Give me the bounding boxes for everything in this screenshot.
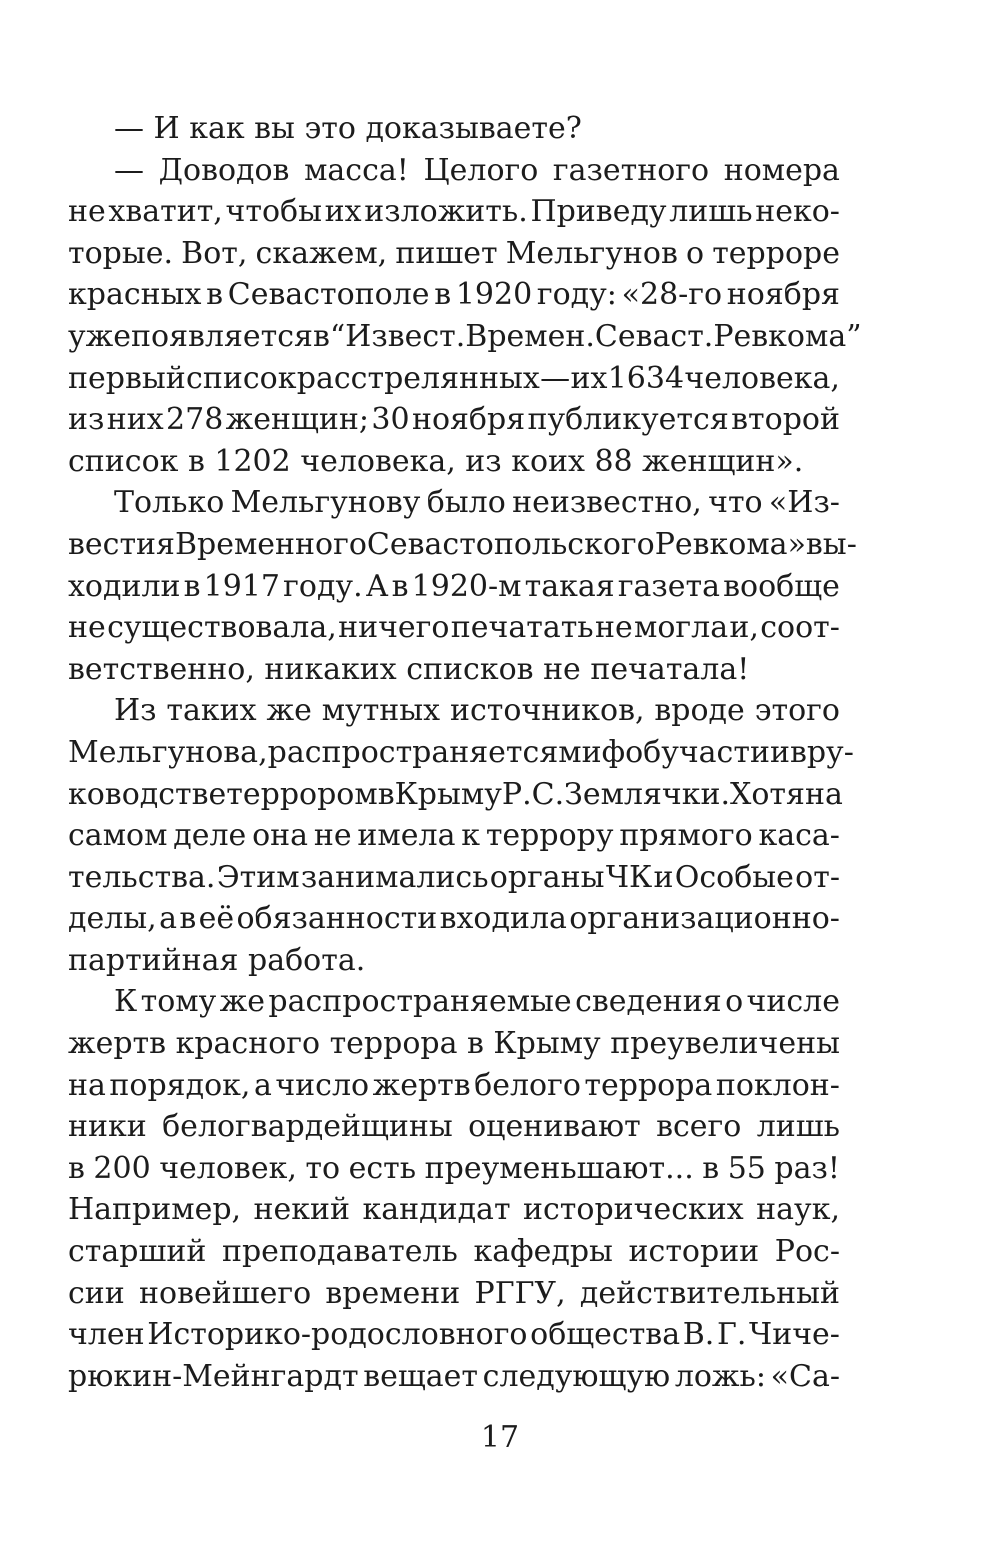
text-line: торые. Вот, скажем, пишет Мельгунов о терроре — [68, 235, 840, 271]
text-line: самом деле она не имела к террору прямого каса- — [68, 818, 840, 854]
text-line: не хватит, чтобы их изложить. Приведу лишь неко- — [68, 194, 840, 230]
text-line: жертв красного террора в Крыму преувеличены — [68, 1026, 840, 1062]
text-line: из них 278 женщин; 30 ноября публикуется второй — [68, 402, 840, 438]
text-line: рюкин-Мейнгардт вещает следующую ложь: «Са- — [68, 1358, 840, 1394]
text-line: член Историко-родословного общества В. Г. Чиче- — [68, 1317, 840, 1353]
text-line: тельства. Этим занимались органы ЧК и Особые от- — [68, 859, 840, 895]
text-line: старший преподаватель кафедры истории Рос- — [68, 1234, 840, 1270]
text-line: Например, некий кандидат исторических наук, — [68, 1192, 840, 1228]
text-line: сии новейшего времени РГГУ, действительный — [68, 1275, 840, 1311]
text-line: — И как вы это доказываете? — [114, 111, 582, 146]
text-line: — Доводов масса! Целого газетного номера — [114, 152, 840, 188]
text-line: Мельгунова, распространяется миф об участии в ру- — [68, 734, 854, 770]
text-line: на порядок, а число жертв белого террора поклон- — [68, 1067, 840, 1103]
paragraph — [68, 150, 862, 483]
text-line: Из таких же мутных источников, вроде этого — [114, 693, 840, 729]
page-number: 17 — [480, 1420, 520, 1455]
text-line: первый список расстрелянных — их 1634 человека, — [68, 360, 840, 396]
text-line: Только Мельгунову было неизвестно, что «Из- — [114, 485, 840, 521]
paragraph — [68, 981, 840, 1397]
text-line: К тому же распространяемые сведения о числе — [114, 984, 840, 1020]
paragraph — [68, 108, 840, 150]
paragraph — [68, 482, 857, 690]
text-line: список в 1202 человека, из коих 88 женщин». — [68, 443, 804, 479]
text-line: ководстве террором в Крыму Р. С. Землячки. Хотя на — [68, 776, 843, 812]
text-line: ники белогвардейщины оценивают всего лишь — [68, 1109, 840, 1145]
text-line: вестия Временного Севастопольского Ревкома» вы- — [68, 526, 857, 562]
body-text — [68, 108, 862, 1397]
text-line: красных в Севастополе в 1920 году: «28-го ноября — [68, 277, 840, 313]
paragraph — [68, 690, 854, 981]
text-line: не существовала, ничего печатать не могла и, соот- — [68, 610, 840, 646]
text-line: ветственно, никаких списков не печатала! — [68, 651, 750, 687]
text-line: партийная работа. — [68, 942, 366, 978]
text-line: делы, а в её обязанности входила организационно- — [68, 901, 840, 937]
text-line: ходили в 1917 году. А в 1920-м такая газета вообще — [68, 568, 840, 604]
text-line: уже появляется в “Извест. Времен. Севаст. Ревкома” — [68, 318, 862, 354]
text-line: в 200 человек, то есть преуменьшают... в 55 раз! — [68, 1150, 840, 1186]
